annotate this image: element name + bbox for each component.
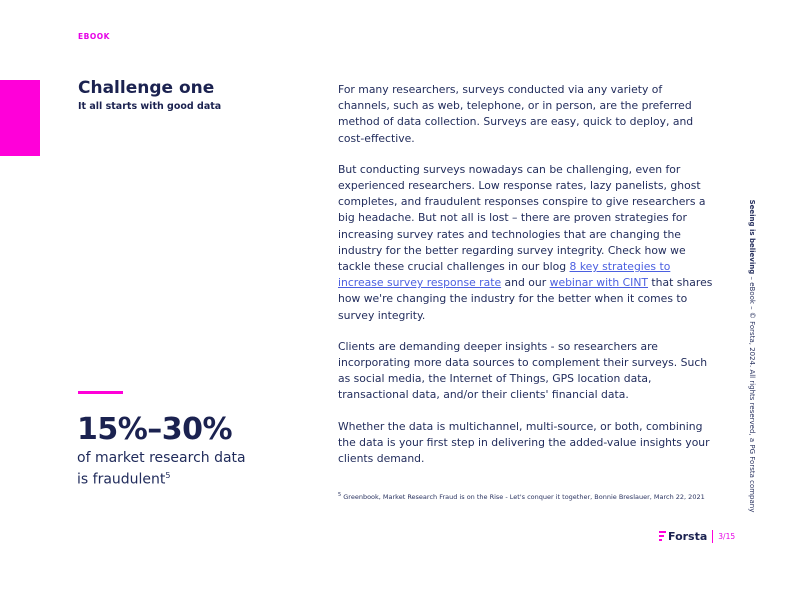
blog-link[interactable]: 8 key strategies to increase survey response rate <box>338 260 671 290</box>
footnote-text: Greenbook, Market Research Fraud is on the Rise - Let's conquer it together, Bonnie Breslauer, March 22, 2021 <box>341 493 705 502</box>
section-subtitle: It all starts with good data <box>78 101 222 112</box>
body-text <box>338 82 716 482</box>
footer-divider <box>712 530 713 543</box>
vertical-sidebar-text <box>744 106 756 606</box>
paragraph-1: For many researchers, surveys conducted via any variety of channels, such as web, telephone, or in person, are the preferred method of data collection. Surveys are easy, quick to deploy, and cost-effective. <box>338 83 694 145</box>
paragraph-2-text-a: But conducting surveys nowadays can be challenging, even for experienced researchers. Low response rates, lazy panelists, ghost completes, and fraudulent responses conspire to give researchers a big headache. But not all is lost – there are proven strategies for increasing survey rates and technologies that are changing the industry for the better regarding survey integrity. Check how we tackle these crucial challenges in our blog <box>338 162 706 274</box>
paragraph-4: Whether the data is multichannel, multi-source, or both, combining the data is your first step in delivering the added-value insights your clients demand. <box>338 419 710 466</box>
webinar-link[interactable]: webinar with CINT <box>549 276 648 290</box>
accent-bar <box>0 80 40 156</box>
section-title: Challenge one <box>78 78 215 98</box>
ebook-tag: EBOOK <box>78 32 110 41</box>
stat-value: 15%–30% <box>77 412 233 447</box>
stat-description <box>77 449 257 489</box>
footnote <box>338 491 718 502</box>
paragraph-2 <box>338 162 716 324</box>
stat-footnote-marker: 5 <box>165 471 171 480</box>
sidebar-bold: Seeing is believing <box>748 199 756 275</box>
paragraph-3: Clients are demanding deeper insights - so researchers are incorporating more data sources to complement their surveys. Such as social media, the Internet of Things, GPS location data, transactional data, and/or their clients' financial data. <box>338 339 708 402</box>
footer-logo <box>659 529 735 543</box>
stat-description-text: of market research data is fraudulent <box>77 450 246 488</box>
paragraph-2-text-b: and our <box>501 276 550 290</box>
stat-accent-line <box>78 391 123 394</box>
sidebar-rest: – eBook – © Forsta, 2024. All rights reserved, a PG Forsta company <box>748 274 756 513</box>
brand-name: Forsta <box>668 529 708 543</box>
paragraph-2-text-c: that shares how we're changing the industry for the better when it comes to survey integrity. <box>338 276 713 322</box>
footnote-marker: 5 <box>338 492 342 498</box>
page-number: 3/15 <box>718 531 736 541</box>
forsta-logo-icon <box>659 531 666 541</box>
